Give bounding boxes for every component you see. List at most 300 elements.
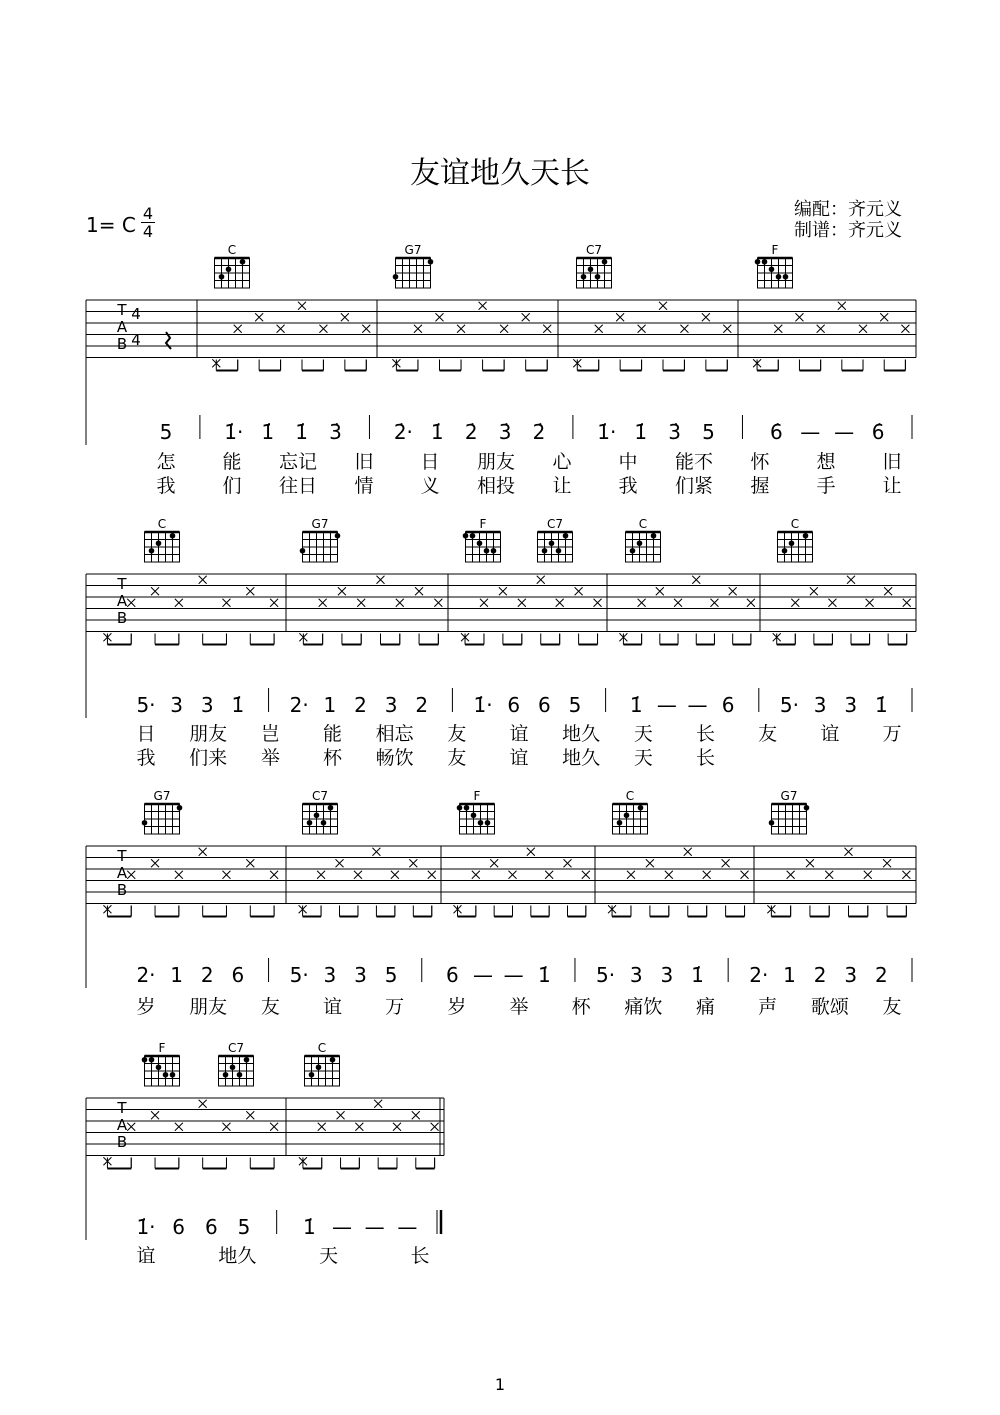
tab-note-x (234, 325, 242, 333)
tab-note-x (741, 871, 749, 879)
tab-clef-t: T (117, 1099, 127, 1117)
jianpu-note: 2· (749, 963, 769, 987)
jianpu-note: 6̇ (769, 420, 783, 444)
finger-dot (230, 1064, 236, 1070)
lyric-line-1: 能 (322, 723, 343, 745)
tab-note-x (582, 871, 590, 879)
lyric-line-1: 相忘 (375, 723, 414, 745)
tab-note-x (199, 1100, 207, 1108)
tab-time-top: 4 (131, 305, 141, 323)
finger-dot (428, 259, 434, 265)
jianpu-note: 2 (200, 963, 214, 987)
jianpu-note: 3 (384, 693, 398, 717)
jianpu-note: 6 (204, 1215, 218, 1239)
tab-clef-a: A (116, 864, 128, 882)
chord-diagram-c (778, 517, 813, 562)
tab-note-x (354, 871, 362, 879)
chord-name: F (479, 517, 487, 531)
chord-diagram-g7 (393, 243, 434, 288)
tab-note-x (680, 325, 688, 333)
finger-dot (484, 548, 490, 554)
finger-dot (142, 1057, 148, 1063)
lyric-line-1: 歌颂 (810, 996, 849, 1018)
finger-dot (226, 266, 232, 272)
chord-name: F (158, 1041, 166, 1055)
tab-note-x (270, 871, 278, 879)
lyric-line-2: 谊 (509, 747, 529, 769)
tab-note-x (674, 599, 682, 607)
finger-dot (755, 259, 761, 265)
jianpu-note: 3 (844, 693, 858, 717)
jianpu-note: 2 (813, 963, 827, 987)
jianpu-note: 1̇ (691, 963, 704, 987)
tab-note-x (883, 859, 891, 867)
tab-note-x (791, 599, 799, 607)
jianpu-note: 5 (384, 963, 398, 987)
jianpu-note: 5· (596, 963, 616, 987)
lyric-line-1: 痛饮 (624, 996, 663, 1018)
finger-dot (491, 548, 497, 554)
lyric-line-1: 痛 (695, 996, 716, 1018)
jianpu-note: — (397, 1215, 418, 1239)
tab-clef-b: B (116, 609, 128, 627)
finger-dot (321, 820, 327, 826)
lyric-line-2: 地久 (562, 747, 601, 769)
finger-dot (624, 812, 630, 818)
transcriber-credit: 制谱：齐元义 (794, 220, 902, 241)
lyric-line-2: 手 (816, 475, 836, 497)
tab-note-x (336, 859, 344, 867)
tab-note-x (665, 871, 673, 879)
chord-diagram-g7 (769, 789, 810, 834)
jianpu-note: — (364, 1215, 385, 1239)
lyric-line-1: 天 (319, 1245, 339, 1267)
finger-dot (588, 266, 594, 272)
lyric-line-1: 地久 (562, 723, 601, 745)
tab-note-x (127, 599, 135, 607)
jianpu-note: 2 (354, 693, 367, 717)
tab-note-x (270, 599, 278, 607)
jianpu-note: 6 (231, 963, 245, 987)
finger-dot (556, 548, 562, 554)
finger-dot (244, 1057, 250, 1063)
chord-diagram-c (305, 1041, 340, 1086)
finger-dot (477, 540, 483, 546)
tab-note-x (710, 599, 718, 607)
chord-diagram-f (457, 789, 495, 834)
chord-diagram-f (755, 243, 793, 288)
jianpu-note: 3 (170, 693, 184, 717)
finger-dot (563, 533, 569, 539)
tab-note-x (880, 313, 888, 321)
finger-dot (485, 820, 491, 826)
finger-dot (170, 1072, 176, 1078)
tab-note-x (722, 859, 730, 867)
finger-dot (637, 540, 643, 546)
finger-dot (595, 274, 601, 280)
lyric-line-1: 谊 (820, 723, 840, 745)
lyric-line-2: 往日 (278, 475, 318, 497)
jianpu-note: — (834, 420, 855, 444)
lyric-line-1: 日 (136, 723, 156, 745)
chord-name: C (227, 243, 237, 257)
tab-note-x (527, 848, 535, 856)
tab-note-x (692, 576, 700, 584)
finger-dot (638, 805, 644, 811)
tab-note-x (374, 1100, 382, 1108)
tab-note-x (845, 848, 853, 856)
finger-dot (769, 266, 775, 272)
jianpu-note: 1 (170, 963, 184, 987)
tab-note-x (684, 848, 692, 856)
lyric-line-1: 能不 (674, 451, 714, 473)
chord-diagram-c (215, 243, 250, 288)
chord-name: C7 (311, 789, 329, 803)
tab-note-x (564, 859, 572, 867)
lyric-line-1: 万 (385, 996, 405, 1018)
tab-note-x (825, 871, 833, 879)
tab-note-x (457, 325, 465, 333)
tab-note-x (472, 871, 480, 879)
jianpu-note: 3̇ (668, 420, 682, 444)
tab-note-x (391, 871, 399, 879)
tab-note-x (638, 325, 646, 333)
finger-dot (163, 1072, 169, 1078)
tab-clef-b: B (116, 1133, 128, 1151)
tab-note-x (277, 325, 285, 333)
jianpu-note: 5 (568, 693, 582, 717)
lyric-line-2: 们来 (189, 747, 228, 769)
finger-dot (457, 805, 463, 811)
jianpu-note: 1̇ (231, 693, 245, 717)
chord-name: C (638, 517, 648, 531)
tab-note-x (317, 871, 325, 879)
lyric-line-1: 声 (758, 996, 778, 1018)
tab-note-x (703, 871, 711, 879)
tab-note-x (199, 576, 207, 584)
chord-diagram-c7 (219, 1041, 254, 1086)
lyric-line-1: 谊 (322, 996, 343, 1018)
tab-note-x (646, 859, 654, 867)
tab-clef-a: A (116, 1116, 128, 1134)
chord-diagram-g7 (142, 789, 183, 834)
tab-note-x (787, 871, 795, 879)
finger-dot (328, 805, 334, 811)
jianpu-note: 6 (172, 1215, 186, 1239)
tab-note-x (222, 871, 230, 879)
chord-diagram-f (463, 517, 501, 562)
jianpu-note: 1̇ (537, 963, 551, 987)
lyric-line-1: 友 (260, 996, 280, 1018)
tab-note-x (747, 599, 755, 607)
tab-note-x (659, 302, 667, 310)
tab-note-x (319, 325, 327, 333)
tab-note-x (175, 599, 183, 607)
tab-note-x (175, 871, 183, 879)
tab-note-x (901, 325, 909, 333)
tab-note-x (729, 587, 737, 595)
finger-dot (769, 820, 775, 826)
tab-note-x (490, 859, 498, 867)
jianpu-note: 2· (136, 963, 156, 987)
lyric-line-2: 举 (260, 747, 280, 769)
jianpu-note: 2̇· (393, 420, 413, 444)
tab-note-x (151, 587, 159, 595)
jianpu-note: 6 (507, 693, 521, 717)
tab-note-x (616, 313, 624, 321)
jianpu-note: 1̇ (634, 420, 648, 444)
chord-name: F (771, 243, 779, 257)
lyric-line-1: 怎 (156, 451, 176, 473)
tab-note-x (828, 599, 836, 607)
jianpu-note: 3 (200, 693, 214, 717)
tab-note-x (499, 587, 507, 595)
chord-name: G7 (311, 517, 329, 531)
tab-note-x (337, 1111, 345, 1119)
lyric-line-1: 心 (552, 451, 572, 473)
lyric-line-1: 友 (758, 723, 778, 745)
finger-dot (142, 820, 148, 826)
tab-note-x (357, 599, 365, 607)
tab-note-x (414, 325, 422, 333)
jianpu-note: 2̇ (532, 420, 546, 444)
tab-note-x (595, 325, 603, 333)
lyric-line-2: 相投 (476, 475, 516, 497)
finger-dot (789, 540, 795, 546)
lyric-line-2: 们 (222, 475, 242, 497)
jianpu-note: 6 (721, 693, 735, 717)
lyric-line-2: 让 (882, 475, 902, 497)
lyric-line-1: 中 (618, 451, 638, 473)
tab-note-x (298, 302, 306, 310)
lyric-line-1: 友 (882, 996, 902, 1018)
tab-note-x (409, 859, 417, 867)
lyric-line-1: 谊 (136, 1245, 156, 1267)
finger-dot (149, 548, 155, 554)
tab-clef-t: T (117, 301, 127, 319)
tab-note-x (723, 325, 731, 333)
jianpu-note: 1̇· (597, 420, 617, 444)
tab-note-x (428, 871, 436, 879)
tab-note-x (412, 1111, 420, 1119)
lyric-line-2: 我 (618, 475, 638, 497)
finger-dot (542, 548, 548, 554)
tab-note-x (817, 325, 825, 333)
tab-note-x (435, 313, 443, 321)
jianpu-note: — (687, 693, 708, 717)
lyric-line-1: 友 (447, 723, 467, 745)
finger-dot (602, 259, 608, 265)
tab-note-x (537, 576, 545, 584)
tab-clef-a: A (116, 592, 128, 610)
jianpu-note: — (332, 1215, 352, 1239)
tab-note-x (246, 587, 254, 595)
jianpu-note: 3 (354, 963, 367, 987)
lyric-line-1: 旧 (354, 451, 374, 473)
jianpu-note: 1̇ (295, 420, 309, 444)
tab-note-x (341, 313, 349, 321)
jianpu-note: — (656, 693, 677, 717)
finger-dot (581, 274, 587, 280)
jianpu-note: 1̇ (430, 420, 444, 444)
tab-note-x (355, 1123, 363, 1131)
finger-dot (549, 540, 555, 546)
lyric-line-2: 天 (633, 747, 653, 769)
chord-diagram-c (626, 517, 661, 562)
finger-dot (393, 274, 399, 280)
lyric-line-1: 万 (882, 723, 902, 745)
finger-dot (219, 274, 225, 280)
finger-dot (464, 805, 470, 811)
tab-note-x (480, 599, 488, 607)
jianpu-note: 3 (629, 963, 643, 987)
finger-dot (803, 533, 809, 539)
jianpu-note: 6̇ (871, 420, 885, 444)
jianpu-note: 2̇ (464, 420, 478, 444)
lyric-line-2: 义 (420, 475, 440, 497)
jianpu-note: 1̇· (136, 1215, 156, 1239)
finger-dot (630, 548, 636, 554)
finger-dot (300, 548, 306, 554)
tab-note-x (246, 859, 254, 867)
jianpu-note: 1̇· (224, 420, 244, 444)
finger-dot (335, 533, 341, 539)
chord-name: C7 (227, 1041, 245, 1055)
chord-name: C (790, 517, 800, 531)
lyric-line-2: 们紧 (674, 475, 714, 497)
lyric-line-1: 日 (420, 451, 440, 473)
lyric-line-1: 忘记 (278, 451, 318, 473)
jianpu-note: 1̇ (874, 693, 888, 717)
jianpu-note: 5· (289, 963, 309, 987)
chord-name: F (473, 789, 481, 803)
jianpu-note: — (473, 963, 494, 987)
finger-dot (237, 1072, 243, 1078)
jianpu-note: 5· (136, 693, 156, 717)
jianpu-note: 1 (323, 693, 337, 717)
tab-note-x (859, 325, 867, 333)
tab-note-x (199, 848, 207, 856)
lyric-line-2: 我 (136, 747, 156, 769)
finger-dot (617, 820, 623, 826)
tab-note-x (884, 587, 892, 595)
tab-note-x (838, 302, 846, 310)
song-title: 友谊地久天长 (410, 156, 590, 191)
tab-note-x (702, 313, 710, 321)
tab-note-x (318, 1123, 326, 1131)
tab-note-x (864, 871, 872, 879)
tab-note-x (866, 599, 874, 607)
jianpu-note: 3 (323, 963, 337, 987)
chord-diagram-c7 (538, 517, 573, 562)
jianpu-note: 3 (813, 693, 827, 717)
finger-dot (240, 259, 246, 265)
lyric-line-2: 握 (750, 475, 770, 497)
finger-dot (314, 812, 320, 818)
time-signature-bottom: 4 (142, 222, 154, 241)
finger-dot (804, 805, 810, 811)
tab-note-x (575, 587, 583, 595)
tab-time-bottom: 4 (131, 331, 141, 349)
finger-dot (478, 820, 484, 826)
tab-note-x (338, 587, 346, 595)
chord-name: G7 (780, 789, 798, 803)
jianpu-note: 3 (844, 963, 858, 987)
jianpu-note: 2 (415, 693, 429, 717)
tab-note-x (656, 587, 664, 595)
tab-note-x (246, 1111, 254, 1119)
lyric-line-1: 长 (410, 1245, 430, 1267)
lyric-line-1: 岂 (260, 723, 280, 745)
tab-clef-t: T (117, 847, 127, 865)
finger-dot (330, 1057, 336, 1063)
lyric-line-1: 朋友 (189, 996, 228, 1018)
tab-note-x (500, 325, 508, 333)
lyric-line-2: 我 (156, 475, 176, 497)
chord-name: C (157, 517, 167, 531)
jianpu-note: — (800, 420, 821, 444)
arranger-credit: 编配：齐元义 (794, 199, 902, 220)
lyric-line-1: 岁 (447, 996, 467, 1018)
jianpu-note: — (503, 963, 524, 987)
chord-name: G7 (153, 789, 171, 803)
tab-note-x (545, 871, 553, 879)
lyric-line-2: 情 (354, 475, 374, 497)
lyric-line-1: 长 (695, 723, 716, 745)
chord-diagram-c7 (577, 243, 612, 288)
tab-note-x (222, 1123, 230, 1131)
lyric-line-2: 畅饮 (375, 747, 414, 769)
tab-note-x (627, 871, 635, 879)
jianpu-note: 1̇ (302, 1215, 316, 1239)
tab-note-x (518, 599, 526, 607)
finger-dot (177, 805, 183, 811)
time-signature-top: 4 (142, 204, 154, 223)
finger-dot (156, 540, 162, 546)
finger-dot (156, 1064, 162, 1070)
tab-note-x (522, 313, 530, 321)
tab-note-x (127, 871, 135, 879)
lyric-line-1: 旧 (882, 451, 902, 473)
jianpu-note: 1̇· (473, 693, 493, 717)
tab-note-x (903, 599, 911, 607)
tab-note-x (434, 599, 442, 607)
finger-dot (149, 1057, 155, 1063)
tab-clef-b: B (116, 881, 128, 899)
tab-note-x (415, 587, 423, 595)
chord-diagram-c (613, 789, 648, 834)
tab-note-x (594, 599, 602, 607)
lyric-line-2: 让 (552, 475, 572, 497)
key-signature: 1= C (86, 213, 136, 237)
finger-dot (309, 1072, 315, 1078)
lyric-line-1: 想 (816, 451, 836, 473)
tab-note-x (806, 859, 814, 867)
lyric-line-1: 怀 (750, 451, 770, 473)
finger-dot (307, 820, 313, 826)
tab-note-x (319, 599, 327, 607)
tab-note-x (151, 859, 159, 867)
lyric-line-1: 能 (222, 451, 242, 473)
lyric-line-1: 朋友 (189, 723, 228, 745)
finger-dot (223, 1072, 229, 1078)
chord-name: C (625, 789, 635, 803)
tab-note-x (556, 599, 564, 607)
chord-diagram-g7 (300, 517, 341, 562)
tab-note-x (393, 1123, 401, 1131)
tab-note-x (270, 1123, 278, 1131)
chord-diagram-c (145, 517, 180, 562)
